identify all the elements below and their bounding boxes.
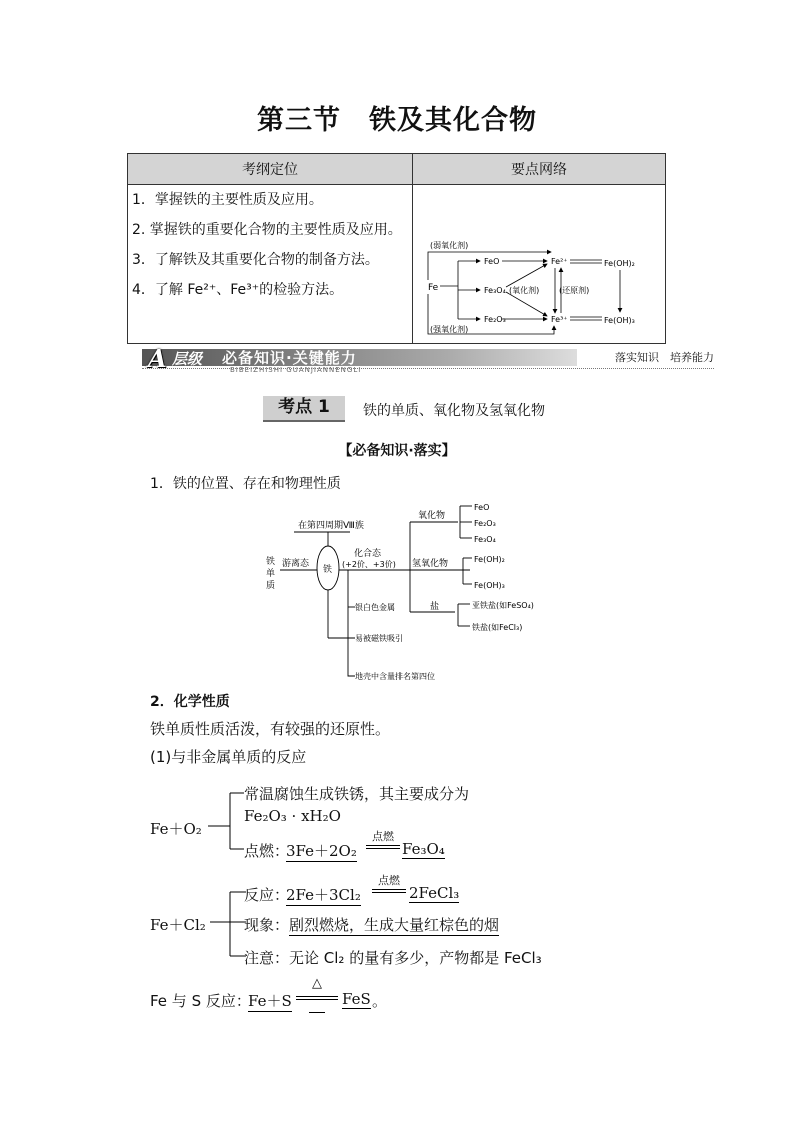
net-reductant: (还原剂) [559,286,590,295]
section2-heading: 2．化学性质 [150,694,230,710]
s-lhs: Fe＋S [248,992,292,1010]
ov-silver: 银白色金属 [355,603,395,612]
ov-fe2o3: Fe₂O₃ [474,519,496,528]
outline-item: 4．了解 Fe²⁺、Fe³⁺的检验方法。 [132,282,344,298]
cl2-eq-sign [372,889,406,893]
ov-ferric-salt: 铁盐(如FeCl₃) [472,623,523,632]
iron-overview-diagram [260,492,580,684]
net-weak-ox: (弱氧化剂) [430,241,469,250]
net-feoh3: Fe(OH)₃ [604,316,635,325]
kaodian-badge: 考点 1 [263,396,345,422]
ov-hydroxide: 氢氧化物 [412,559,449,569]
o2-bracket [208,788,248,854]
s-cond: △ [312,976,322,991]
net-fe: Fe [428,283,439,293]
ov-oxide: 氧化物 [418,511,446,521]
section1-heading: 1．铁的位置、存在和物理性质 [150,476,341,492]
ov-combined: 化合态 [354,549,382,559]
o2-eq-sign [366,845,400,849]
o2-line2: Fe₂O₃ · xH₂O [244,807,341,825]
net-fe3o4: Fe₃O₄ [484,286,506,295]
ov-ferrous-salt: 亚铁盐(如FeSO₄) [472,601,534,610]
ov-fe3o4: Fe₃O₄ [474,535,496,544]
o2-line1: 常温腐蚀生成铁锈，其主要成分为 [244,785,470,803]
ov-feoh3: Fe(OH)₃ [474,581,505,590]
ov-salt: 盐 [430,602,440,612]
ov-period: 在第四周期Ⅷ族 [298,521,364,531]
s-rhs: FeS [342,990,371,1008]
outline-table [127,153,666,344]
ov-left-3: 质 [266,581,276,591]
s-eq-sign [296,996,338,1000]
net-feo: FeO [484,257,500,266]
net-feoh2: Fe(OH)₂ [604,259,635,268]
outline-item: 1．掌握铁的主要性质及应用。 [132,192,323,208]
s-end: 。 [372,992,388,1010]
s-prefix: Fe 与 S 反应： [150,992,251,1010]
outline-item: 3．了解铁及其重要化合物的制备方法。 [132,252,379,268]
o2-ignite-eq-rhs: Fe₃O₄ [402,840,445,858]
outline-item: 2. 掌握铁的重要化合物的主要性质及应用。 [132,222,402,238]
page-title: 第三节 铁及其化合物 [257,105,537,136]
banner-level: 层级 [172,350,203,368]
net-fe2: Fe²⁺ [551,257,568,266]
cl2-react-prefix: 反应： [244,886,290,904]
outline-col-left: 考纲定位 [128,154,413,185]
cl2-note: 注意：无论 Cl₂ 的量有多少，产物都是 FeCl₃ [244,949,542,967]
cl2-lhs: Fe＋Cl₂ [150,916,206,934]
s-eq-tick [309,1012,325,1013]
banner-right: 落实知识 培养能力 [615,351,714,364]
section2-sub1: (1)与非金属单质的反应 [150,748,307,766]
o2-lhs: Fe＋O₂ [150,820,202,838]
net-fe3: Fe³⁺ [551,315,568,324]
section2-intro: 铁单质性质活泼，有较强的还原性。 [150,720,391,738]
subheading: 【必备知识·落实】 [338,443,456,459]
o2-ignite-prefix: 点燃： [244,842,290,860]
ov-crust: 地壳中含量排名第四位 [355,672,435,681]
net-fe2o3: Fe₂O₃ [484,315,506,324]
cl2-react-cond: 点燃 [378,874,400,887]
ov-feoh2: Fe(OH)₂ [474,555,505,564]
ov-free: 游离态 [282,559,310,569]
outline-col-right: 要点网络 [413,154,666,185]
level-banner [142,346,714,376]
net-oxidant: (氧化剂) [509,286,540,295]
o2-ignite-eq-lhs: 3Fe＋2O₂ [286,842,357,860]
banner-pinyin: BIBEIZHISHI GUANJIANNENGLI [230,366,362,374]
net-strong-ox: (强氧化剂) [430,325,469,334]
ov-valence: (+2价、+3价) [342,560,396,569]
banner-main: 必备知识·关键能力 [222,349,357,367]
ov-left-1: 铁 [266,557,276,567]
network-cell [413,185,666,344]
ov-feo: FeO [474,503,490,512]
cl2-phen: 剧烈燃烧，生成大量红棕色的烟 [289,916,500,934]
ov-left-2: 单 [266,569,276,579]
iron-network-diagram [414,186,664,338]
banner-a: A [148,344,167,373]
cl2-react-eq-lhs: 2Fe＋3Cl₂ [286,886,361,904]
ov-magnet: 易被磁铁吸引 [355,634,403,643]
cl2-react-eq-rhs: 2FeCl₃ [409,884,460,902]
ov-iron: 铁 [323,565,333,575]
outline-items [128,185,413,344]
cl2-phen-prefix: 现象： [244,916,290,934]
o2-ignite-cond: 点燃 [372,830,394,843]
kaodian-title: 铁的单质、氧化物及氢氧化物 [363,403,545,419]
